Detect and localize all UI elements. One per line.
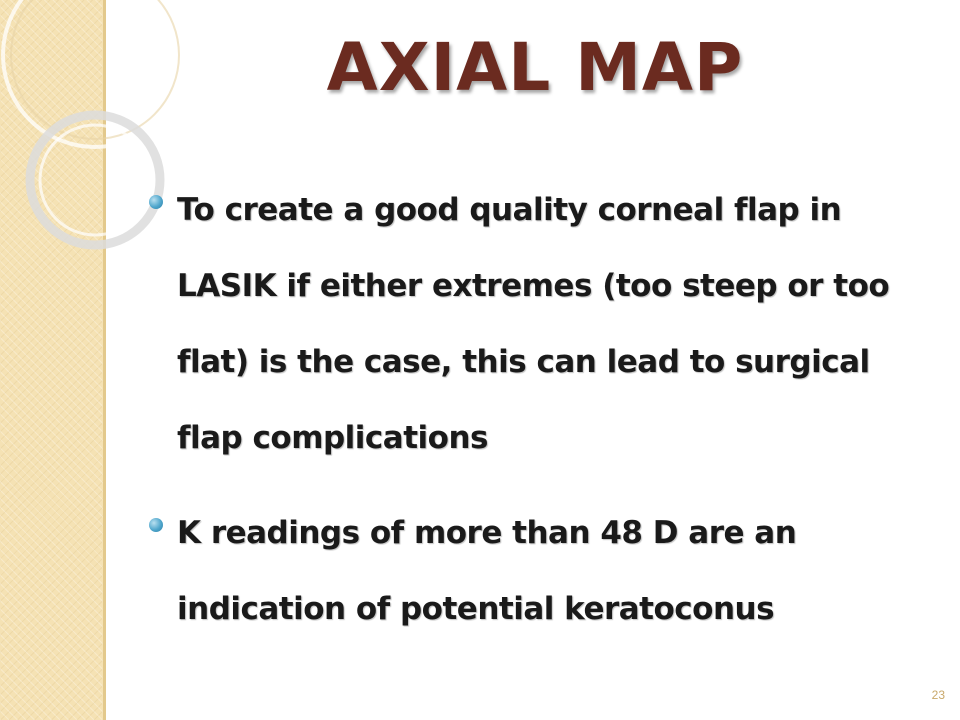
- bullet-item: [147, 172, 937, 476]
- slide-title: AXIAL MAP: [326, 29, 744, 106]
- slide-number: 23: [931, 688, 945, 702]
- bullet-text: To create a good quality corneal flap in LASIK if either extremes (too steep or too flat) is the case, this can lead to surgical flap complications: [177, 192, 890, 456]
- bullet-item: [147, 495, 937, 647]
- bullet-text: K readings of more than 48 D are an indication of potential keratoconus: [177, 515, 797, 627]
- bullet-icon: [149, 518, 163, 532]
- bullet-list: [147, 172, 937, 666]
- bullet-icon: [149, 195, 163, 209]
